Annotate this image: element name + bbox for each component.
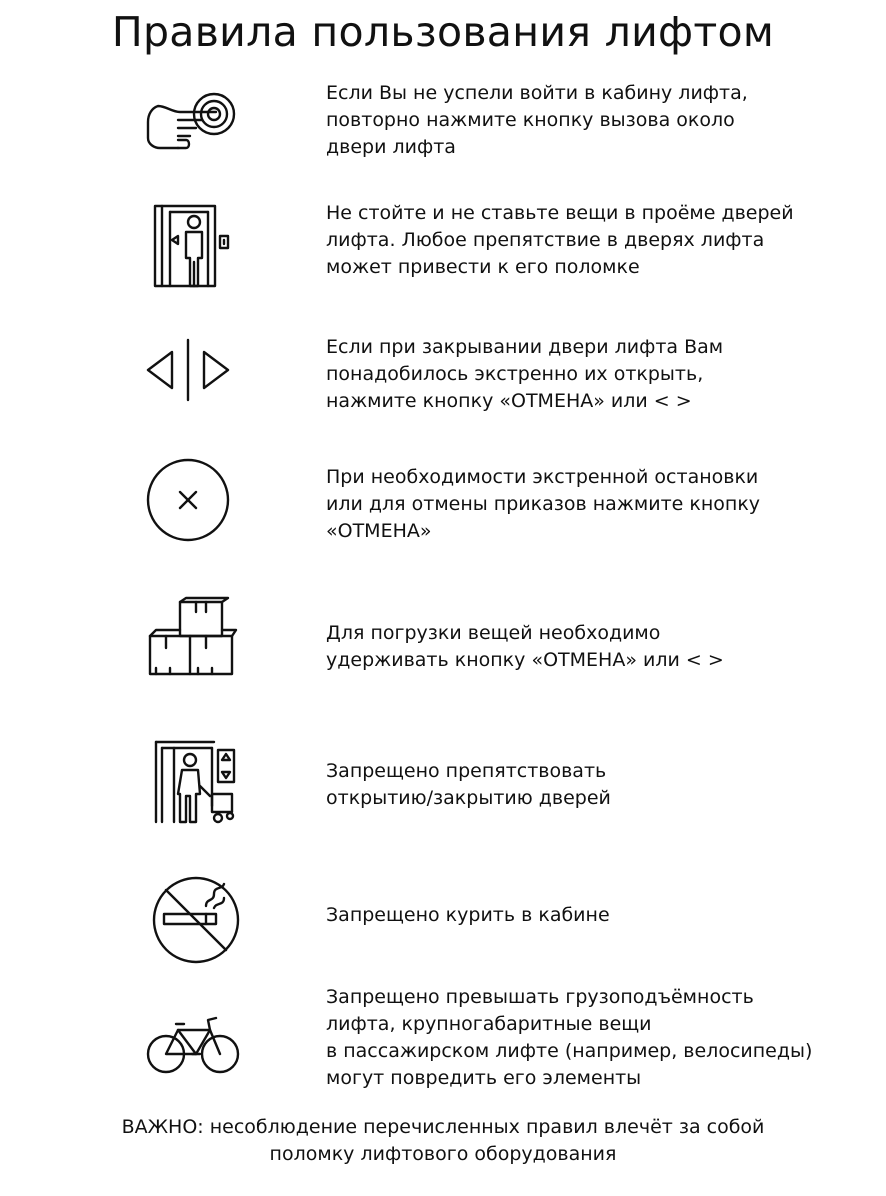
cancel-button-icon <box>140 450 250 550</box>
elevator-door-person-icon <box>140 200 250 300</box>
rule-text: Запрещено курить в кабине <box>326 904 610 926</box>
no-smoking-icon <box>140 868 250 968</box>
person-with-cart-elevator-icon <box>140 736 250 836</box>
rule-text: Запрещено препятствовать открытию/закрытию дверей <box>326 760 611 809</box>
rule-text: Для погрузки вещей необходимо удерживать кнопку «ОТМЕНА» или < > <box>326 622 724 671</box>
rule-text: При необходимости экстренной остановки или для отмены приказов нажмите кнопку «ОТМЕНА» <box>326 466 761 542</box>
important-note: ВАЖНО: несоблюдение перечисленных правил влечёт за собой поломку лифтового оборудования <box>121 1116 765 1165</box>
rule-text: Если при закрывании двери лифта Вам понадобилось экстренно их открыть, нажмите кнопку «ОТМЕНА» или < > <box>326 336 724 412</box>
bicycle-icon <box>140 1006 250 1106</box>
boxes-icon <box>140 596 250 696</box>
door-open-arrows-icon <box>140 320 250 420</box>
rule-text: Запрещено превышать грузоподъёмность лифта, крупногабаритные вещи в пассажирском лифте (например, велосипеды) могут повредить его элементы <box>326 986 813 1089</box>
page-title: Правила пользования лифтом <box>111 8 775 56</box>
rule-text: Не стойте и не ставьте вещи в проёме дверей лифта. Любое препятствие в дверях лифта может привести к его поломке <box>326 202 794 278</box>
finger-press-icon <box>140 72 250 172</box>
rule-text: Если Вы не успели войти в кабину лифта, повторно нажмите кнопку вызова около двери лифта <box>326 82 748 158</box>
